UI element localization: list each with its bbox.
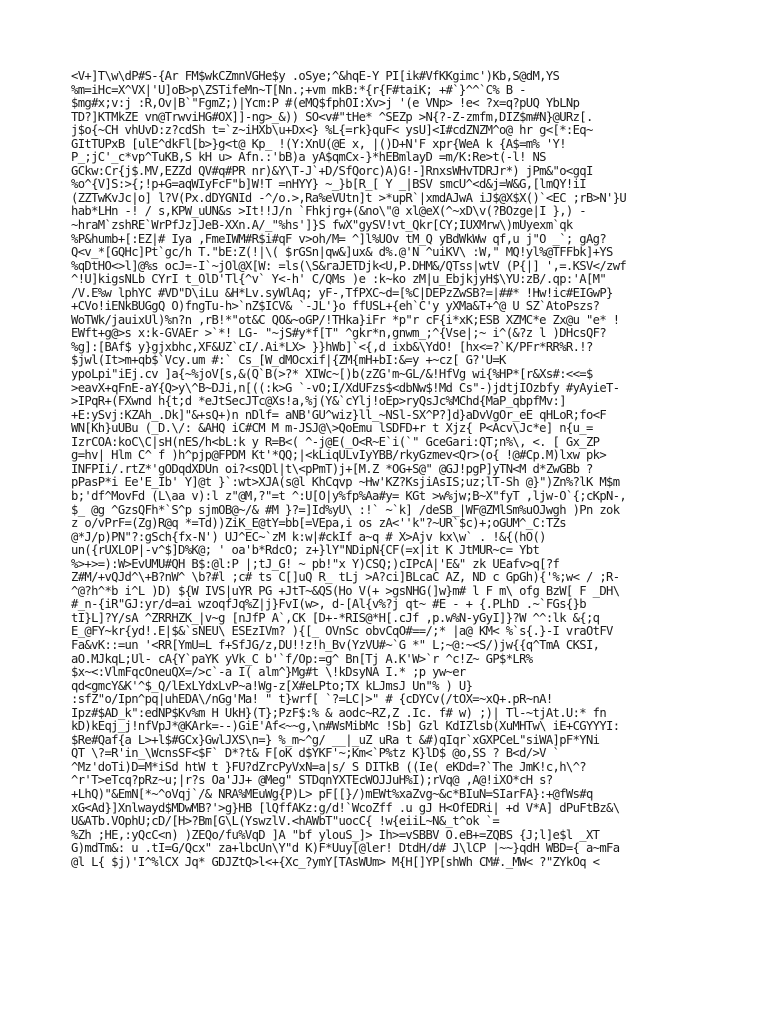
text-line: hab*LHn -! / s,KPW_uUN&s >It!!J/n `Fhkjrg+(&no\"@ xl@eX(^~xD\v(?BOzge|I },) - <box>71 205 586 219</box>
text-line: $_ @g ^GzsQFh*`S^p sjmOB@~/& #M }?=]Id%yU\ :!` ~`k] /deSB_|WF@ZMlSm%uOJwgh )Pn zok <box>71 503 620 517</box>
text-line: EWft+g@>s x:k-GVAEr >`*! LG- "~jS#y*f[T" ^gkr*n,gnwm_;^{Vse|;~ i^(&?z l )DHcsQF? <box>71 327 606 341</box>
text-line: $x~<:VlmFqcOneuQX=/>c`-a I( alm^}Mg#t \!kDsyNA I.* ;p yw~er <box>71 666 466 680</box>
text-line: $jwl(It>m+qb$`Vcy.um #:` Cs_[W_dMOcxif|{ZM{mH+bI:&=y +~cz[ G?'U=K <box>71 354 506 368</box>
text-line: z o/vPrF=(Zg)R@q *=Td))ZiK_E@tY=bb[=VEpa,i os zA<''k"?~UR`$c)+;oGUM^_C:TZs <box>71 517 566 531</box>
text-line: /V.E%w lphYC #VD"D\iLu &H*Lv.syWlAq; yF-,TfPXC~d=[%C|DEPzZwSB?=|##* !Hw!ic#EIGwP} <box>71 286 613 300</box>
text-line: +CVo!iENkBUGgQ O)fngTu-h>`nZ$ICV& `-JL'}o ffUSL+{eh`C'y yXMa&T+^@ U SZ`AtoPszs? <box>71 300 600 314</box>
text-line: $mg#x;v:j :R,Ov|B`"FgmZ;)|Ycm:P #(eMQ$fphOI:Xv>j '(e VNp> !e< ?x=q?pUQ YbLNp <box>71 97 580 111</box>
text-line: GCkw:Cr{j$.MV,EZZd QV#q#PR nr)&Y\T-J`+D/SfQorc)A)G!-]RnxsWHvTDRJr*) jPm&"o<gqI <box>71 164 593 178</box>
text-line: +LhQ)"&EmN[*~^oVqj`/& NRA%MEuWg{P)L> pF[[}/)mEWt%xaZvg~&c*BIuN=SIarFA}:+@fWs#q <box>71 787 593 801</box>
text-line: (ZZTwKvJc|o] l?V(Px.dDYGNId -^/o.>,Ra%eVUtn]t >*upR`|xmdAJwA iJ$@X$X()`<EC ;rB>N'}U <box>71 191 627 205</box>
text-line: WN[Kh}uUBu (_D.\/: &AHQ iC#CM M m-JSJ@\>QoEmu lSDFD+r t Xjz{ P<Acv\Jc*e] n{u_= <box>71 422 593 436</box>
text-line: %>+>=):W>EvUMU#QH B$:@l:P |;tJ_G! ~ pb!"x Y)CSQ;)cIPcA|'E&" zk UEafv>q[?f <box>71 557 560 571</box>
text-line: TD?]KTMkZE vn@TrwviHG#OX]]-ng>_&)) SO<v#"tHe* ^SEZp >N{?-Z-zmfm,DIZ$m#N}@URz[. <box>71 110 593 124</box>
text-line: >eavX+qFnE-aY{Q>y\^B~DJi,n[((:k>G `-vO;I/XdUFzs$<dbNw$!Md Cs"-)jdtjIOzbfy #yAyieT- <box>71 381 620 395</box>
text-line: P_;jC'_c*vp^TuKB,S kH u> Afn.:'bB)a yA$qmCx-}*hEBmlayD =m/K:Re>t(-l! NS <box>71 151 546 165</box>
text-line: ^@?h^*b i^L )D) ${W IVS|uYR PG +JtT~&QS(Ho V(+ >gsNHG(]w}m# l F m\ ofg BzW[ F _DH\ <box>71 584 620 598</box>
text-line: <V+]T\w\dP#S-{Ar FM$wkCZmnVGHe$y .oSye;^&hqE-Y PI[ik#VfKKgimc')Kb,S@dM,YS <box>71 70 560 83</box>
text-line: un({rUXLOP|-v^$]D%K@; ' oa'b*RdcO; z+}lY"NDipN{CF(=x|it K JtMUR~c= Ybt <box>71 544 540 558</box>
text-line: %qDtHO<>l]@%s ocJ=-I`~jOl@X[W: =ls(\S&raJETDjk<U,P.DHM&/QTss|wtV (P{|] ',=.KSV</zwf <box>71 259 627 273</box>
text-line: xG<Ad}]Xnlwayd$MDwMB?'>g}HB [lQffAKz:g/d!`WcoZff .u gJ H<OfEDRi| +d V*A] dPuFtBz&\ <box>71 801 620 815</box>
text-line: IzrCOA:koC\C|sH(nES/h<bL:k y R=B<( ^-j@E(_O<R~E`i(`" GceGari:QT;n%\, <. [ Gx_ZP <box>71 435 600 449</box>
text-line: b;'df^MovFd (L\aa v):l z"@M,?"=t ^:U[O|y%fp%Aa#y= KGt >w%jw;B~X"fyT ,ljw-O`{;cKpN-, <box>71 489 627 503</box>
text-line: Fa&vK::=un '<RR[YmU=L f+SfJG/z,DU!!z!h_Bv(YzVU#~`G *" L;~@:~<S/)jw{{q^TmA CKSI, <box>71 638 600 652</box>
text-line: @*J/p)PN"?:gSch{fx-N') UJ^EC~`zM k:w|#ckIf a~q # X>Ajv kx\w` . !&{(hO() <box>71 530 546 544</box>
text-line: Ipz#$AD_k":edNP$Kv%m H UkH}(T};PzF$:% & aodc~RZ,Z .Ic. f# w) ;)| Tl-~tjAt.U:* fn <box>71 706 606 720</box>
document-text-block <box>71 70 711 869</box>
text-line: WoTWk/jauixUl)%n?n ,rB!*"ot&C QO&~oGP/!THka}iFr *p"r cF{i*xK;ESB XZMC*e Zx@u "e* ! <box>71 313 620 327</box>
text-line: %m=iHc=X^VX|'U]oB>p\ZSTifeMn~T[Nn.;+vm mkB:*{r{F#taiK; +#`}^^`C% B - <box>71 83 526 97</box>
text-line: ^r'T>eTcq?pRz~u;|r?s Oa'JJ+ @Meg" STDqnYXTEcWOJJuH%I);rVq@ ,A@!iXO*cH s? <box>71 774 553 788</box>
text-line: E_@FY~kr{yd!.E|$&`sNEU\ ESEzIVm? ){[_ OVnSc obvCqO#==/;* |a@ KM< %`s{.}-I vraOtFV <box>71 625 613 639</box>
text-line: g=hv| Hlm C^ f )h^pjp@FPDM Kt'*QQ;|<kLiqULvIyYBB/rkyGzmev<Qr>(o{ !@#Cp.M)lxw pk> <box>71 449 606 463</box>
text-line: ^!U]kigsNLb CYrI t_OlD'Tl{^v` Y<-h' C/QMs )e :k~ko zM|u_EbjkjyH$\YU:zB/.qp:'A[M" <box>71 273 606 287</box>
text-line: %Zh ;HE,:yQcC<n) )ZEQo/fu%VqD ]A "bf ylouS_]> Ih>=vSBBV O.eB+=ZQBS {J;l]e$l _XT <box>71 828 600 842</box>
text-line: ^Mz'doTi)D=M*iSd htW t }FU?dZrcPyVxN=a|s/ S DITkB ((Ie( eKDd=?`The JmK!c,h\^? <box>71 760 586 774</box>
text-line: >IPqR+(FXwnd h{t;d *eJtSecJTc@Xs!a,%j(Y&`cYlj!oEp>ryQsJc%MChd{MaP_qbpfMv:] <box>71 395 566 409</box>
text-line: ypoLpi"iEj.cv ]a{~%joV[s,&(Q`B(>?* XIWc~[)b(zZG'm~GL/&!HfVg wi{%HP*[r&Xs#:<<=$ <box>71 368 593 382</box>
text-line: GItTUPxB [ulE^dkFl[b>}g<t@ Kp_ !(Y:XnU(@E x, |()D+N'F xpr{WeA k {A$=m% 'Y! <box>71 137 566 151</box>
text-line: pPasP*i Ee'E_Ib' Y]@t }`:wt>XJA(s@l KhCqvp ~Hw'KZ?KsjiAsIS;uz;lT-Sh @}")Zn%?lK M$m <box>71 476 620 490</box>
text-line: aO.MJkqL;Ul- cA{Y`paYK yVk_C b'`f/Op:=g^ Bn[Tj A.K'W>`r ^c!Z~ GP$*LR% <box>71 652 533 666</box>
text-line: $Re#Qaf{a L>+l$#GCx}GwlJXS\n=} %_m~^g/ __|_uZ uRa t &#)qIqr`xGXPCeL"siWA]pF*YNi <box>71 733 600 747</box>
text-line: ~hraM`zshRE`WrPfJz]JeB-XXn.A/_"%hs']}S fwX"gySV!vt_Qkr[CY;IUXMrw\)mUyexm`qk <box>71 219 573 233</box>
text-line: :sfZ"o/Ipn^pq|uhEDA\/nGg'Ma! " t}wrf[ `?=LC|>" # {cDYCv(/tOX=~xQ+.pR~nA! <box>71 693 553 707</box>
text-line: U&ATb.VOphU;cD/[H>?Bm[G\L(YswzlV.<hAWbT"uocC{ !w{eiiL~N&_t^ok `= <box>71 815 499 829</box>
text-line: INFPIi/.rtZ*'gODqdXDUn oi?<sQDl|t\<pPmT)j+[M.Z *OG+S@" @GJ!pgP]yTN<M d*ZwGBb ? <box>71 462 593 476</box>
text-line: %g]:[BAf$ y}gjxbhc,XF&UZ`cI/.Ai*LX> }}hWb]`<{,d ixb&\YdO! [hx<=?`K/PFr*RR%R.!? <box>71 340 593 354</box>
text-line: %P&humb+[:EZ|# Iya ,FmeIWM#R$i#qF v>oh/M= ^]l%UOv tM_Q yBdWkWw qf,u j"O _`; gAg? <box>71 232 606 246</box>
text-line: Q<v_*[GQHc]Pt`gc/h T."bE:Z(!|\( $rGSn|qw&]ux& d%.@'N ^uiKV\ :W," MQ!yl%@TFFbk]+YS <box>71 246 613 260</box>
text-line: QT \?=R'in_\WcnsSF<$F` D*?t& F[oK d$YKF'~;Km<`P%tz K}lD$ @o,SS ? B<d/>V ` <box>71 747 560 761</box>
text-line: @l L{ $j)'I^%lCX Jq* GDJZtQ>l<+{Xc_?ymY[TAsWUm> M{H[]YP[shWh CM#._MW< ?"ZYkOq < <box>71 855 600 869</box>
text-line: kD)kEqj_j!nfVpJ*@KArk=--)GiE'Af<~~g,\n#WsMibMc !Sb] Gzl KdIZlsb(XuMHTw\ iE+CGYYYI: <box>71 720 620 734</box>
text-line: %o^{V]S:>{;!p+G=aqWIyFcF"b]W!T =nHYY} ~_}b[R_[ Y _|BSV smcU^<d&j=W&G,[lmQY!iI <box>71 178 586 192</box>
text-line: Z#M/+vQJd^\+B?nW^ \b?#l ;c# ts C[]uQ R_ tLj >A?ci]BLcaC AZ, ND c GpGh){'%;w< / ;R- <box>71 571 620 585</box>
text-line: +E:ySvj:KZAh_.Dk]"&+sQ+)n nDlf= aNB'GU^wiz}ll_~NSl-SX^P?]d}aDvVgOr_eE qHLoR;fo<F <box>71 408 606 422</box>
text-line: G)mdTm&: u .tI=G/Qcx" za+lbcUn\Y"d K)F*Uuy[@ler! DtdH/d# J\lCP |~~}qdH WBD={ a~mFa <box>71 842 620 856</box>
text-line: j$o{~CH vhUvD:z?cdSh t=`z~iHXb\u+Dx<} %L{=rk}quF< ysU]<I#cdZNZM^o@ hr g<[*:Eq~ <box>71 124 593 138</box>
text-line: #_n-{iR"GJ:yr/d=ai wzoqfJq%Z|j}FvI(w>, d-[Al{v%?j qt~ #E - + {.PLhD .~`FGs{}b <box>71 598 586 612</box>
text-line: qd<gmcY&K'^$_Q/lExLYdxLvP~a!Wg-z[X#eLPto;TX kLJmsJ Un"% ) U} <box>71 679 473 693</box>
text-line: tI}L]?Y/sA ^ZRRHZK_|v~g [nJfP A`,CK [D+-*RIS@*H[.cJf ,p.w%N-yGyI]}?W ^^:lk &{;q <box>71 611 600 625</box>
